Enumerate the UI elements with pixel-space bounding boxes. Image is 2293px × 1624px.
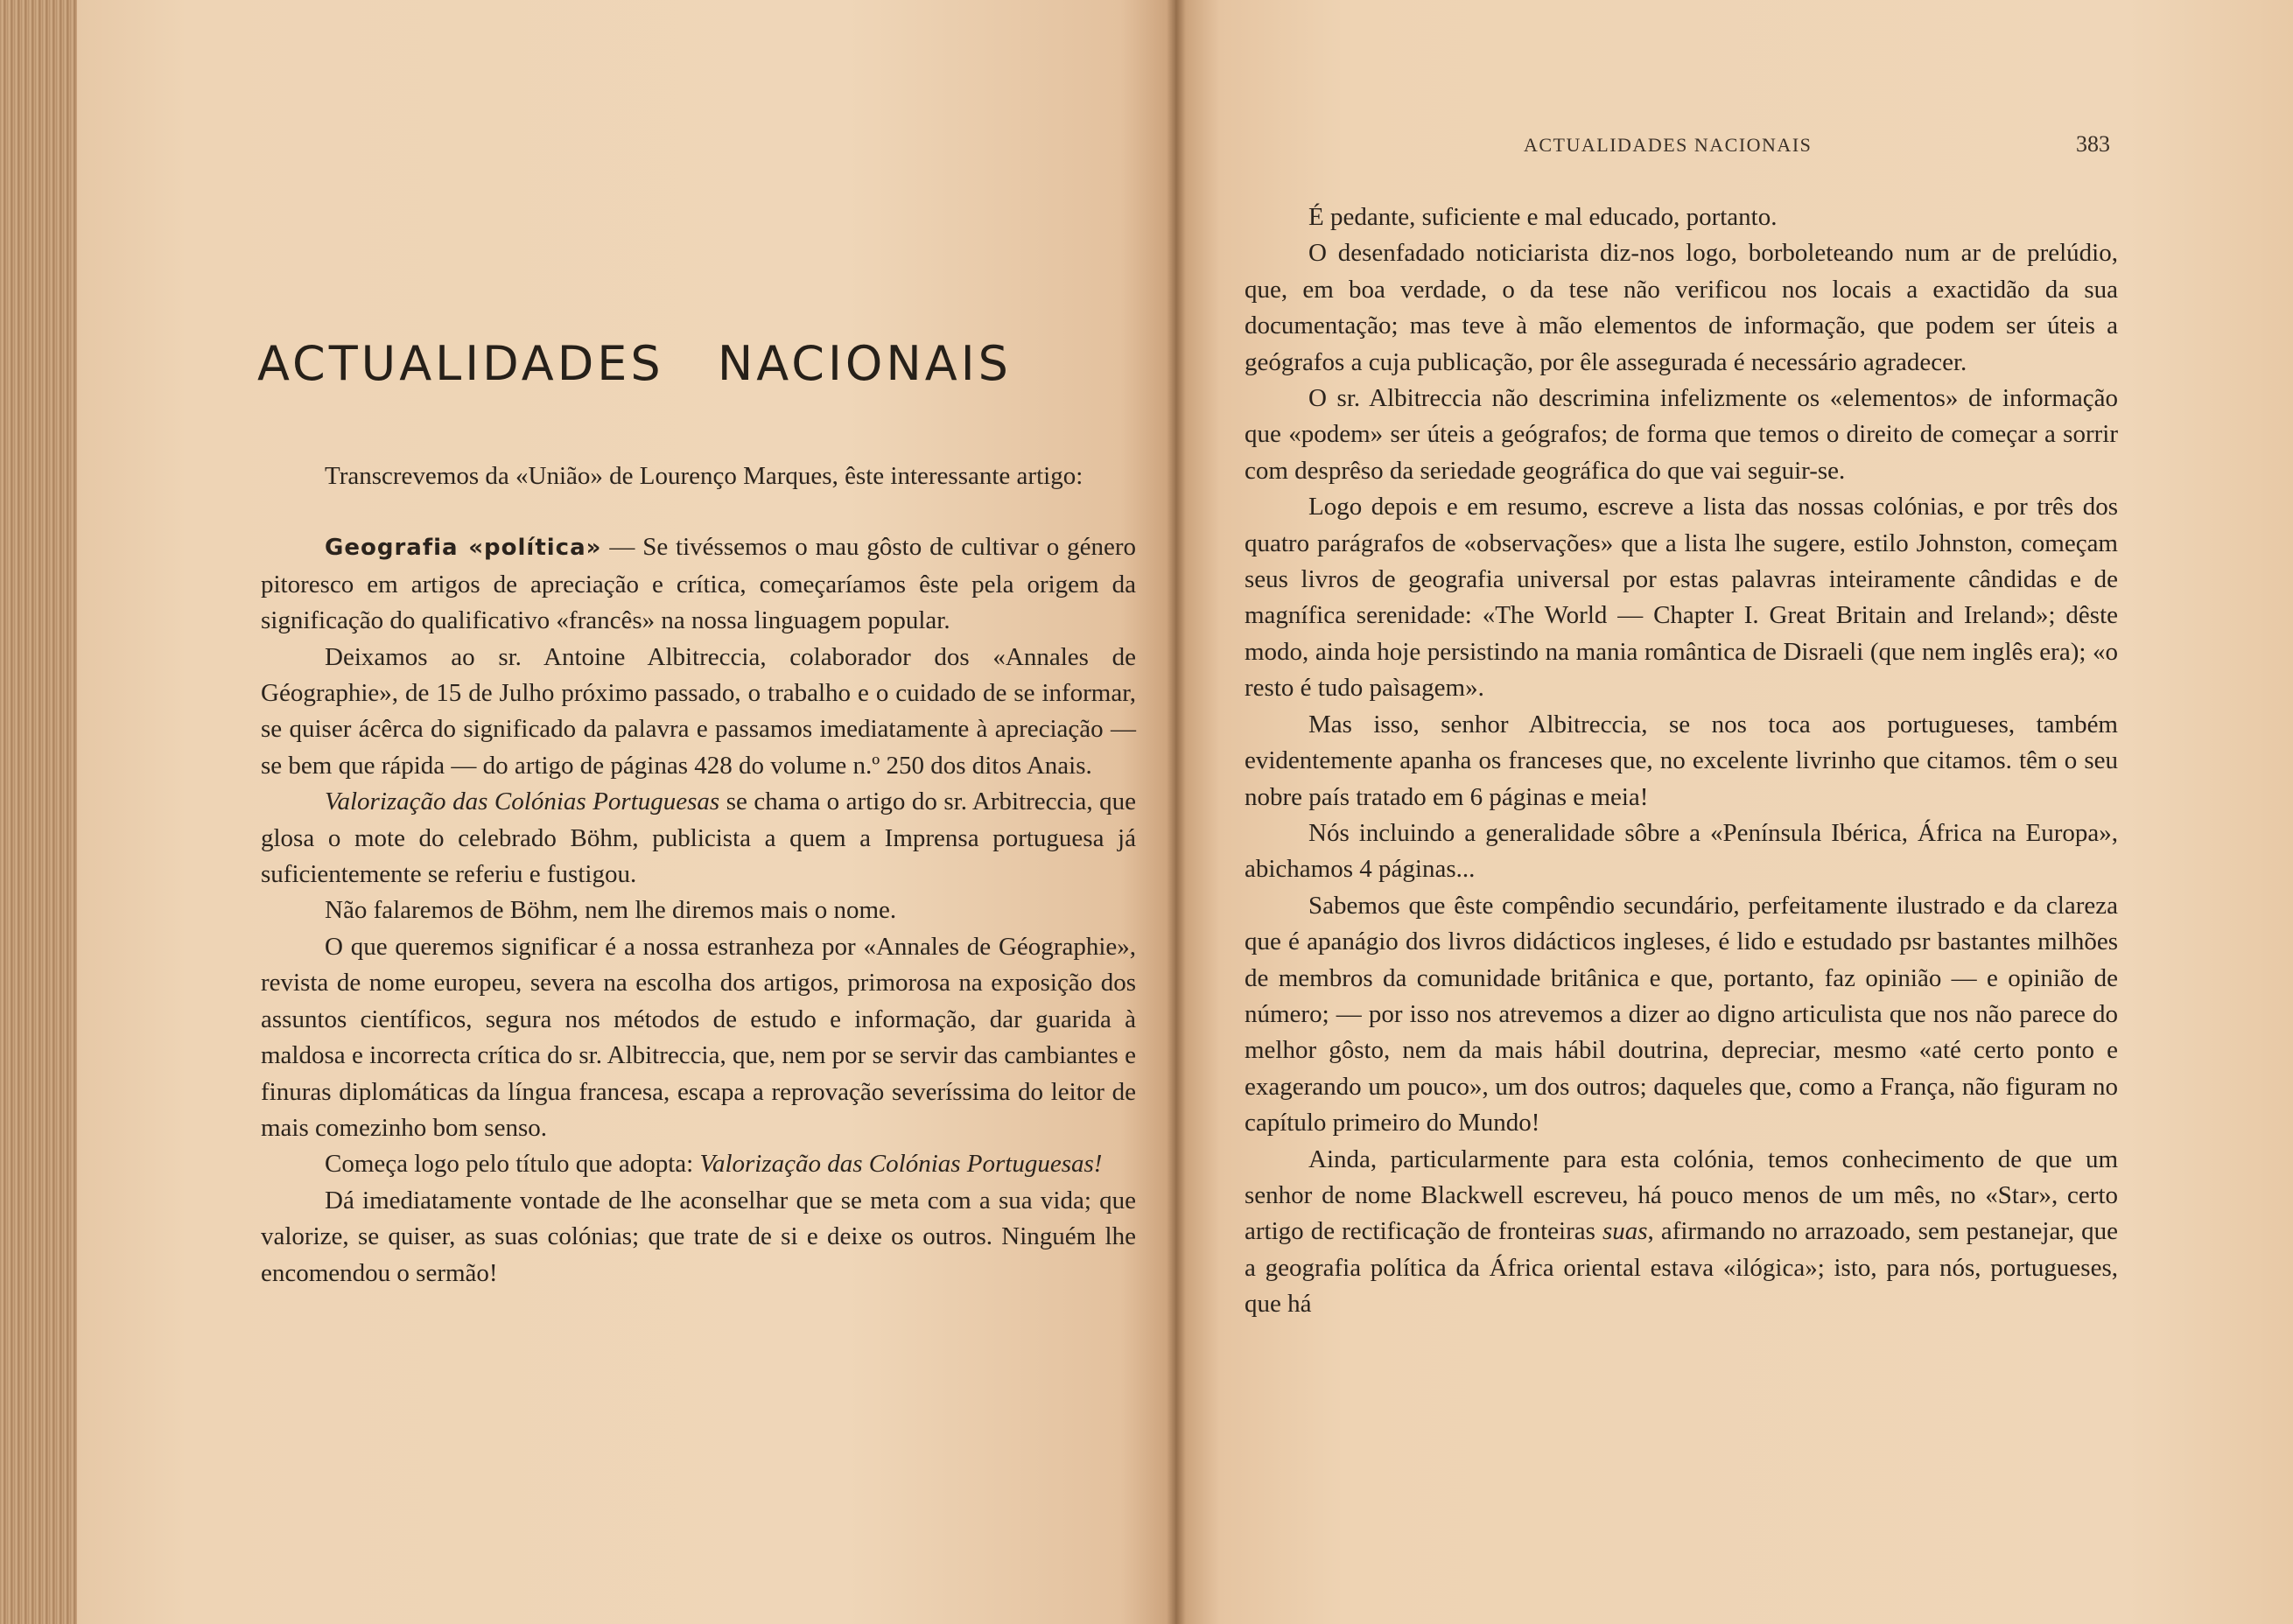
- page-number: 383: [2076, 131, 2110, 157]
- right-text-column: [1245, 200, 2118, 1323]
- paragraph: Dá imediatamente vontade de lhe aconselhar que se meta com a sua vida; que valorize, se quiser, as suas colónias; que trate de si e deixe os outros. Ninguém lhe encomendou o sermão!: [261, 1186, 1136, 1287]
- paragraph: É pedante, suficiente e mal educado, portanto.: [1308, 203, 1778, 231]
- paragraph-text: Começa logo pelo título que adopta:: [325, 1150, 700, 1179]
- intro-paragraph: Transcrevemos da «União» de Lourenço Marques, êste interessante artigo:: [325, 462, 1083, 490]
- paragraph: O sr. Albitreccia não descrimina infelizmente os «elementos» de informação que «podem» ser úteis a geógrafos; de forma que temos o direito de começar a sorrir com desprêso da seriedade geográfica do que vai seguir-se.: [1245, 384, 2118, 485]
- paragraph: [1245, 1142, 2118, 1323]
- paragraph-text: Ainda, particularmente para esta colónia, temos conhecimento de que um senhor de nome Blackwell escreveu, há pouco menos de um mês, no «Star», certo artigo de rectificação de fronteiras: [1245, 1144, 2118, 1246]
- page-edges: [0, 0, 77, 1624]
- paragraph: [261, 784, 1136, 892]
- paragraph: Deixamos ao sr. Antoine Albitreccia, colaborador dos «Annales de Géographie», de 15 de Julho próximo passado, o trabalho e o cuidado de se informar, se quiser ácêrca do significado da palavra e passamos imediatamente à apreciação — se bem que rápida — do artigo de páginas 428 do volume n.º 250 dos ditos Anais.: [261, 642, 1136, 780]
- paragraph-text: , afirmando no arrazoado, sem pestanejar, que a geografia política da África oriental estava «ilógica»; isto, para nós, portugueses, que há: [1245, 1217, 2118, 1319]
- paragraph-text: se chama o artigo do sr. Arbitreccia, que glosa o mote do celebrado Böhm, publicista a quem a Imprensa portuguesa já suficientemente se referiu e fustigou.: [261, 788, 1136, 889]
- paragraph: [261, 1146, 1136, 1182]
- paragraph: Nós incluindo a generalidade sôbre a «Península Ibérica, África na Europa», abichamos 4 páginas...: [1245, 818, 2118, 884]
- section-heading: Geografia «política»: [325, 535, 602, 562]
- running-head: ACTUALIDADES NACIONAIS: [1524, 134, 1813, 156]
- paragraph: O desenfadado noticiarista diz-nos logo, borboleteando num ar de prelúdio, que, em boa verdade, o da tese não verificou nos locais a exactidão da sua documentação; mas teve à mão elementos de informação, que podem ser úteis a geógrafos a cuja publicação, por êle assegurada é necessário agradecer.: [1245, 239, 2118, 376]
- italic-article-title: Valorização das Colónias Portuguesas!: [699, 1150, 1103, 1179]
- paragraph-text: — Se tivéssemos o mau gôsto de cultivar o género pitoresco em artigos de apreciação e crítica, começaríamos êste pela origem da significação do qualificativo «francês» na nossa linguagem popular.: [261, 533, 1137, 635]
- paragraph: O que queremos significar é a nossa estranheza por «Annales de Géographie», revista de nome europeu, severa na escolha dos artigos, primorosa na exposição dos assuntos científicos, segura nos métodos de estudo e informação, dar guarida à maldosa e incorrecta crítica do sr. Albitreccia, que, nem por se servir das cambiantes e finuras diplomáticas da língua francesa, escapa a reprovação severíssima do leitor de mais comezinho bom senso.: [261, 932, 1136, 1142]
- paragraph: Não falaremos de Böhm, nem lhe diremos mais o nome.: [325, 896, 897, 925]
- left-text-column: [261, 458, 1136, 1292]
- book-gutter: [1167, 0, 1186, 1624]
- paragraph: Mas isso, senhor Albitreccia, se nos toca aos portugueses, também evidentemente apanha os franceses que, no excelente livrinho que citamos. têm o seu nobre país tratado em 6 páginas e meia!: [1245, 710, 2118, 811]
- page-title: ACTUALIDADES NACIONAIS: [257, 336, 1012, 391]
- paragraph: Logo depois e em resumo, escreve a lista das nossas colónias, e por três dos quatro parágrafos de «observações» que a lista lhe sugere, estilo Johnston, começam seus livros de geografia universal por estas palavras inteiramente cândidas e de magnífica serenidade: «The World — Chapter I. Great Britain and Ireland»; dêste modo, ainda hoje persistindo na mania romântica de Disraeli (que nem inglês era); «o resto é tudo paìsagem».: [1245, 493, 2118, 703]
- italic-article-title: Valorização das Colónias Portuguesas: [325, 788, 720, 816]
- italic-word: suas: [1602, 1217, 1648, 1246]
- lead-paragraph: [261, 529, 1136, 639]
- paragraph: Sabemos que êste compêndio secundário, perfeitamente ilustrado e da clareza que é apanágio dos livros didácticos ingleses, é lido e estudado psr bastantes milhões de membros da comunidade britânica e que, portanto, faz opinião — e opinião de número; — por isso nos atrevemos a dizer ao digno articulista que nos não parece do melhor gôsto, nem da mais hábil doutrina, depreciar, mesmo «até certo ponto e exagerando um pouco», um dos outros; daqueles que, como a França, não figuram no capítulo primeiro do Mundo!: [1245, 891, 2118, 1138]
